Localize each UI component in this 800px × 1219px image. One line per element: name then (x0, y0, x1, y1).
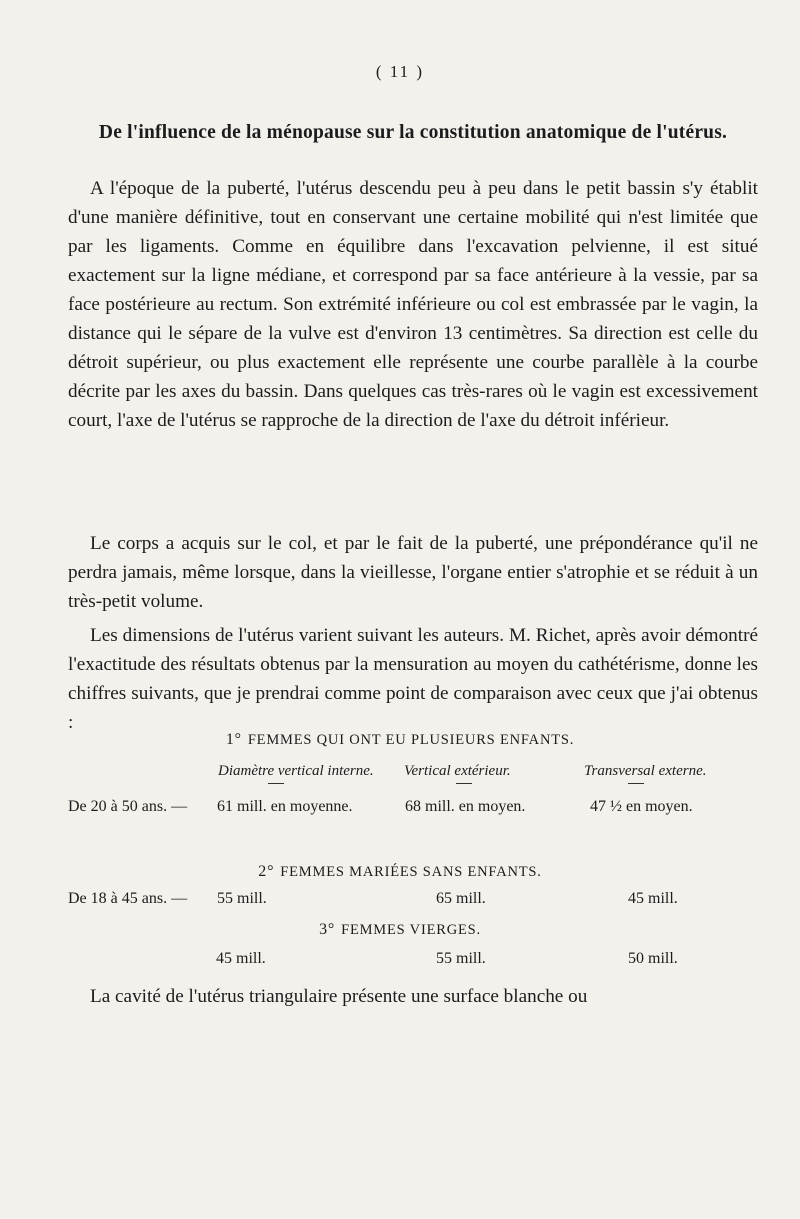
table-group-heading (0, 863, 800, 881)
row-label: De 20 à 50 ans. — (68, 798, 188, 815)
column-header-rule (268, 783, 284, 784)
column-header-rule (456, 783, 472, 784)
group-number: 1° (225, 731, 242, 748)
paragraph-1 (68, 174, 758, 435)
page-number: ( 11 ) (375, 62, 425, 81)
chapter-title: De l'influence de la ménopause sur la constitution anatomique de l'utérus. (98, 122, 728, 143)
table-cell: 65 mill. (436, 890, 486, 907)
group-number: 2° (258, 863, 275, 880)
table-cell: 55 mill. (217, 890, 267, 907)
group-heading-text: FEMMES MARIÉES SANS ENFANTS. (280, 864, 542, 880)
group-heading-text: FEMMES VIERGES. (341, 922, 481, 938)
table-group-heading (0, 921, 800, 939)
continuation-line: La cavité de l'utérus triangulaire présente une surface blanche ou (90, 986, 588, 1007)
row-label: De 18 à 45 ans. — (68, 890, 188, 907)
column-header: Transversal externe. (584, 763, 707, 779)
paragraph-2 (68, 529, 758, 616)
table-cell: 50 mill. (628, 950, 678, 967)
group-heading-text: FEMMES QUI ONT EU PLUSIEURS ENFANTS. (247, 732, 575, 748)
paragraph-text: Les dimensions de l'utérus varient suivant les auteurs. M. Richet, après avoir démontré l'exactitude des résultats obtenus par la mensuration au moyen du cathétérisme, donne les chiffres suivants, que je prendrai comme point de comparaison avec ceux que j'ai obtenus : (68, 625, 758, 733)
paragraph-text: Le corps a acquis sur le col, et par le fait de la puberté, une prépondérance qu'il ne perdra jamais, même lorsque, dans la vieillesse, l'organe entier s'atrophie et se réduit à un très-petit volume. (68, 533, 758, 612)
table-group-heading (0, 731, 800, 749)
table-cell: 45 mill. (628, 890, 678, 907)
column-header-rule (628, 783, 644, 784)
table-cell: 61 mill. en moyenne. (217, 798, 353, 815)
table-cell: 45 mill. (216, 950, 266, 967)
paragraph-text: A l'époque de la puberté, l'utérus descendu peu à peu dans le petit bassin s'y établit d'une manière définitive, tout en conservant une certaine mobilité qui n'est limitée que par les ligaments. Comme en équilibre dans l'excavation pelvienne, il est situé exactement sur la ligne médiane, et correspond par sa face antérieure à la vessie, par sa face postérieure au rectum. Son extrémité inférieure ou col est embrassée par le vagin, la distance qui le sépare de la vulve est d'environ 13 centimètres. Sa direction est celle du détroit supérieur, ou plus exactement elle représente une courbe parallèle à la courbe décrite par les axes du bassin. Dans quelques cas très-rares où le vagin est excessivement court, l'axe de l'utérus se rapproche de la direction de l'axe du détroit inférieur. (68, 178, 758, 431)
table-cell: 47 ½ en moyen. (590, 798, 693, 815)
column-header: Diamètre vertical interne. (218, 763, 374, 779)
table-cell: 55 mill. (436, 950, 486, 967)
group-number: 3° (319, 921, 336, 938)
paragraph-3 (68, 621, 758, 737)
column-header: Vertical extérieur. (404, 763, 511, 779)
table-cell: 68 mill. en moyen. (405, 798, 526, 815)
